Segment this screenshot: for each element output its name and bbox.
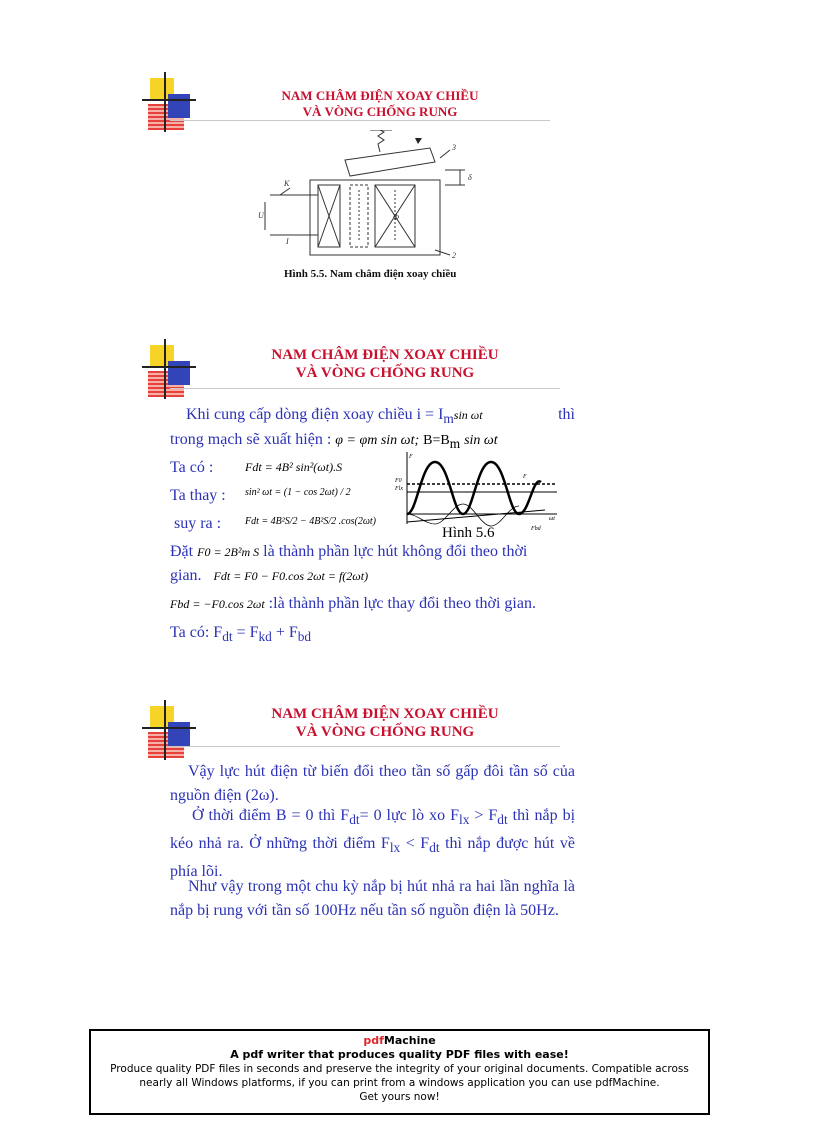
slide-decoration	[148, 345, 208, 405]
graph-label-f: F	[409, 454, 413, 460]
ta-co-result: Ta có: $F_{dt} = F_{kd} + F_{bd}$	[170, 624, 312, 645]
slide2-title-line1: NAM CHÂM ĐIỆN XOAY CHIỀU	[271, 347, 499, 363]
slide2-line1: Khi cung cấp dòng điện xoay chiều $i = I_m\sin$ ωt thì	[186, 406, 575, 427]
pdfmachine-footer	[89, 1029, 710, 1115]
slide2-title-line2: VÀ VÒNG CHỐNG RUNG	[295, 365, 475, 381]
footer-tagline: A pdf writer that produces quality PDF files with ease!	[230, 1048, 569, 1061]
label-2: 2	[452, 251, 456, 260]
slide1-title-line1: NAM CHÂM ĐIỆN XOAY CHIỀU	[281, 88, 479, 103]
slide2-title	[220, 346, 550, 382]
slide-decoration	[148, 706, 208, 766]
label-3: 3	[452, 143, 456, 152]
graph-label-wt: ωt	[549, 516, 555, 522]
slide-decoration	[148, 78, 208, 138]
title-rule	[170, 388, 560, 389]
graph-label-flx: Flx	[395, 486, 403, 492]
graph-label-fbd: Fbd	[531, 526, 541, 532]
graph-label-f0: F0	[395, 478, 402, 484]
graph-label-f-right: F	[523, 474, 527, 480]
slide3-paragraph1: Vậy lực hút điện từ biến đổi theo tần số gấp đôi tần số của nguồn điện (2ω).	[170, 763, 575, 804]
label-phi: Φ	[393, 213, 400, 222]
slide3-paragraph3: Như vậy trong một chu kỳ nắp bị hút nhả ra hai lần nghĩa là nắp bị rung với tần số 100Hz nếu tần số nguồn điện là 50Hz.	[170, 878, 575, 919]
slide3-title-line2: VÀ VÒNG CHỐNG RUNG	[295, 724, 475, 740]
figure-caption: Hình 5.5. Nam châm điện xoay chiều	[284, 268, 457, 280]
taco-label: Ta có :	[170, 459, 214, 476]
label-u: U	[258, 211, 264, 220]
slide1-title	[210, 88, 550, 119]
dat-line: Đặt F0 = 2B²m S là thành phần lực hút không đổi theo thời	[170, 543, 528, 560]
taco-equation: Fdt = 4B² sin²(ωt).S	[245, 460, 343, 474]
title-rule	[170, 120, 550, 121]
suyra-label: suy ra :	[174, 515, 222, 532]
direction-arrow-icon	[415, 138, 422, 144]
slide2-line2: trong mạch sẽ xuất hiện : φ = φm sin ωt; $B=B_m$ sin ωt	[170, 431, 498, 452]
slide3-title-line1: NAM CHÂM ĐIỆN XOAY CHIỀU	[271, 706, 499, 722]
label-i: I	[286, 237, 289, 246]
footer-line2: nearly all Windows platforms, if you can print from a windows application you can use pdfMachine.	[139, 1077, 660, 1089]
tathay-equation: sin² ωt = (1 − cos 2ωt) / 2	[245, 487, 351, 498]
slide1-title-line2: VÀ VÒNG CHỐNG RUNG	[302, 103, 458, 119]
electromagnet-diagram	[250, 130, 490, 260]
slide3-paragraph2: Ở thời điểm B = 0 thì $F_{dt}= 0$ lực lò xo $F_{lx} > F_{dt}$ thì nắp bị kéo nhả ra. Ở những thời điểm $F_{lx} < F_{dt}$ thì nắp được hút về phía lõi.	[170, 807, 576, 881]
footer-get-yours-link[interactable]: Get yours now!	[359, 1091, 440, 1103]
footer-brand: pdfMachine	[363, 1034, 436, 1047]
label-k: K	[284, 179, 290, 188]
figure-56-label: Hình 5.6	[442, 525, 495, 541]
title-rule	[170, 746, 560, 747]
gian-line: gian. Fdt = F0 − F0.cos 2ωt = f(2ωt)	[170, 567, 369, 584]
fbd-line: Fbd = −F0.cos 2ωt :là thành phần lực thay đổi theo thời gian.	[170, 595, 536, 612]
slide3-title	[220, 705, 550, 741]
suyra-equation: Fdt = 4B²S/2 − 4B²S/2 .cos(2ωt)	[245, 516, 376, 527]
tathay-label: Ta thay :	[170, 487, 226, 504]
footer-line1: Produce quality PDF files in seconds and preserve the integrity of your original documents. Compatible across	[110, 1063, 689, 1075]
label-delta: δ	[468, 173, 472, 182]
